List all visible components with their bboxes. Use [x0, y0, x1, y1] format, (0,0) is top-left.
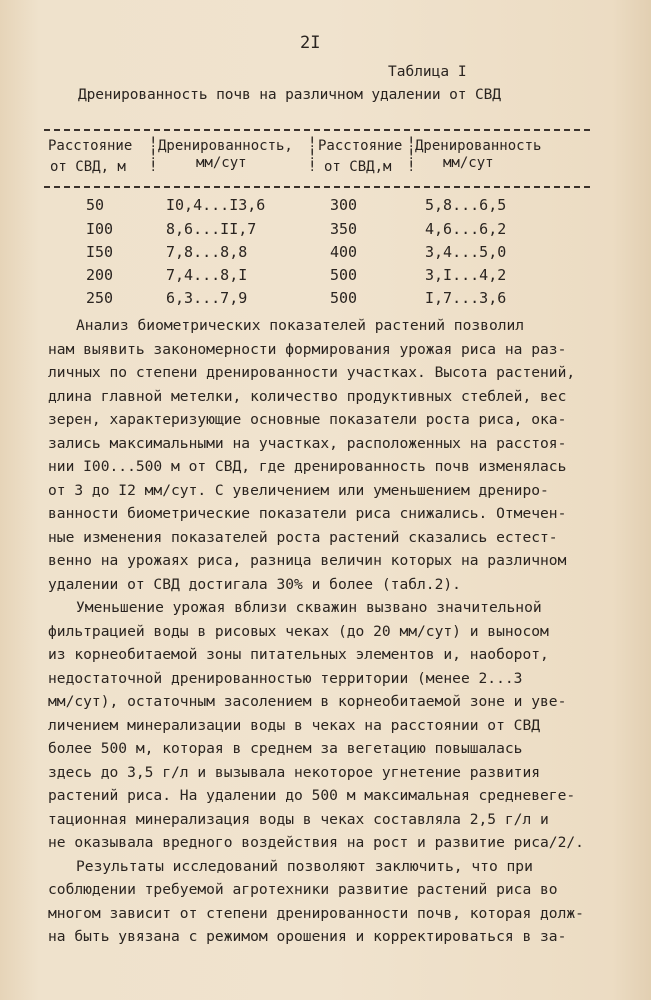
table-header-col3: Расстояние от СВД,м [318, 138, 403, 175]
paragraph-line: удалении от СВД достигала 30% и более (табл.2). [48, 575, 461, 593]
table-header-col1: Расстояние от СВД, м [48, 138, 133, 175]
table-cell: I,7...3,6 [425, 289, 507, 307]
paragraph-line: Анализ биометрических показателей растений позволил [76, 317, 525, 334]
column-separator: ! ! ! [149, 135, 158, 175]
paragraph-line: Результаты исследований позволяют заключить, что при [76, 857, 533, 875]
table-header-col2: Дренированность, мм/сут [158, 138, 293, 171]
paragraph-line: более 500 м, которая в среднем за вегетацию повышалась [48, 740, 523, 757]
table-cell: 500 [330, 266, 358, 284]
table-cell: 400 [330, 243, 358, 261]
paragraph-line: от 3 до I2 мм/сут. С увеличением или уменьшением дрениро- [48, 481, 549, 499]
paragraph-line: растений риса. На удалении до 500 м максимальная средневеге- [48, 787, 576, 804]
table-cell: 50 [86, 196, 105, 214]
paragraph-line: соблюдении требуемой агротехники развитие растений риса во [48, 881, 558, 898]
paragraph-line: мм/сут), остаточным засолением в корнеобитаемой зоне и уве- [48, 693, 567, 710]
table-title: Дренированность почв на различном удалении от СВД [78, 87, 501, 103]
paragraph-line: здесь до 3,5 г/л и вызывала некоторое угнетение развития [48, 763, 541, 781]
body-text [48, 314, 608, 949]
paragraph-line: тационная минерализация воды в чеках составляла 2,5 г/л и [48, 810, 549, 828]
paragraph-line: ванности биометрические показатели риса снижались. Отмечен- [48, 505, 567, 522]
paragraph-line: недостаточной дренированностью территории (менее 2...3 [48, 669, 523, 687]
table-cell: 7,8...8,8 [166, 243, 248, 261]
paragraph-line: личением минерализации воды в чеках на расстоянии от СВД [48, 716, 541, 734]
table-cell: 300 [330, 196, 358, 214]
paragraph-line: многом зависит от степени дренированности почв, которая долж- [48, 904, 584, 922]
table-cell: 4,6...6,2 [425, 220, 507, 238]
paragraph-line: зались максимальными на участках, расположенных на расстоя- [48, 434, 567, 452]
table-cell: 6,3...7,9 [166, 289, 248, 307]
table-cell: 250 [86, 289, 114, 307]
column-separator: ! ! ! [407, 135, 416, 175]
paragraph-line: личных по степени дренированности участках. Высота растений, [48, 364, 576, 381]
column-separator: ! ! ! [308, 135, 317, 175]
table-cell: 500 [330, 289, 358, 307]
table-cell: 200 [86, 266, 114, 284]
paragraph-line: из корнеобитаемой зоны питательных элементов и, наоборот, [48, 646, 549, 663]
table-cell: I00 [86, 220, 114, 238]
table-cell: I50 [86, 243, 114, 261]
paragraph-line: зерен, характеризующие основные показатели роста риса, ока- [48, 411, 567, 428]
table-top-rule [44, 129, 590, 131]
table-cell: 5,8...6,5 [425, 196, 507, 214]
paragraph-line: ные изменения показателей роста растений сказались естест- [48, 528, 558, 546]
page-number: 2I [300, 33, 321, 53]
paragraph-line: длина главной метелки, количество продуктивных стеблей, вес [48, 387, 567, 405]
paragraph-line: венно на урожаях риса, разница величин которых на различном [48, 552, 567, 569]
paragraph-line: Уменьшение урожая вблизи скважин вызвано значительной [76, 599, 542, 616]
table-cell: 3,4...5,0 [425, 243, 507, 261]
paragraph-line: нии I00...500 м от СВД, где дренированность почв изменялась [48, 458, 567, 475]
table-cell: 3,I...4,2 [425, 266, 507, 284]
paragraph-line: не оказывала вредного воздействия на рост и развитие риса/2/. [48, 834, 584, 851]
table-header-col4: Дренированность мм/сут [415, 138, 542, 171]
table-header-rule [44, 186, 590, 188]
table-cell: 350 [330, 220, 358, 238]
table-cell: I0,4...I3,6 [166, 196, 266, 214]
paragraph-line: фильтрацией воды в рисовых чеках (до 20 мм/сут) и выносом [48, 622, 549, 640]
paragraph-line: нам выявить закономерности формирования урожая риса на раз- [48, 340, 567, 358]
table-cell: 8,6...II,7 [166, 220, 257, 238]
table-cell: 7,4...8,I [166, 266, 248, 284]
paragraph-line: на быть увязана с режимом орошения и корректироваться в за- [48, 928, 567, 945]
table-label: Таблица I [388, 64, 467, 80]
